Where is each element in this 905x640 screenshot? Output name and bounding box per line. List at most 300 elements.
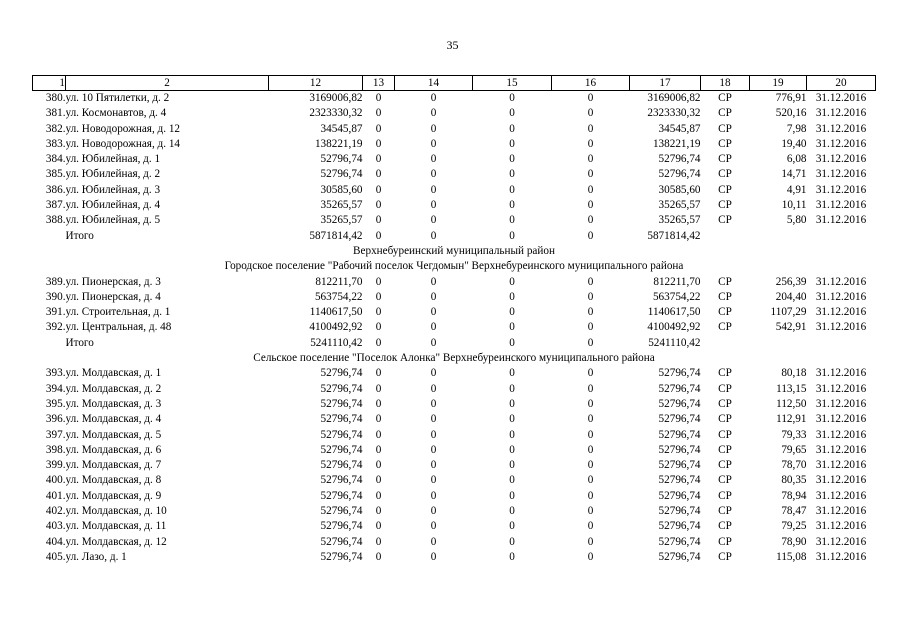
- col-12-value: 52796,74: [320, 443, 363, 456]
- row-number: 391.: [45, 306, 66, 319]
- col-20-date: 31.12.2016: [815, 505, 867, 518]
- col-15-value: 0: [509, 214, 515, 227]
- col-15-value: 0: [509, 183, 515, 196]
- table-row: [33, 91, 876, 107]
- col-19-value: 115,08: [776, 550, 807, 563]
- col-13-value: 0: [375, 290, 382, 303]
- section-header-row: [33, 259, 876, 274]
- col-20-date: 31.12.2016: [815, 153, 867, 166]
- row-number: 402.: [45, 505, 66, 518]
- col-20-date: 31.12.2016: [815, 397, 867, 410]
- col-13-value: 0: [375, 382, 382, 395]
- row-number: 380.: [45, 92, 66, 104]
- row-number: 399.: [45, 459, 66, 472]
- col-12-value: 52796,74: [320, 550, 363, 563]
- col-14-value: 0: [430, 275, 437, 288]
- table-row: [33, 305, 876, 320]
- col-18-code: СР: [718, 382, 732, 395]
- col-16-value: 0: [587, 550, 594, 563]
- col-13-value: 0: [375, 168, 382, 181]
- table-row: [33, 213, 876, 228]
- table-row: [33, 443, 876, 458]
- column-header-14: 14: [395, 76, 473, 91]
- col-14-value: 0: [430, 92, 437, 104]
- col-19-value: 78,90: [781, 535, 807, 548]
- row-number: 387.: [45, 199, 66, 212]
- column-header-18: 18: [701, 76, 750, 91]
- col-17-value: 52796,74: [658, 474, 701, 487]
- address: ул. Юбилейная, д. 4: [65, 199, 161, 212]
- address: ул. Молдавская, д. 9: [65, 489, 162, 502]
- col-16-value: 0: [587, 306, 594, 319]
- col-20-date: 31.12.2016: [815, 321, 867, 334]
- column-header-2: 2: [66, 76, 269, 91]
- col-16-value: 0: [587, 290, 594, 303]
- col-18-code: СР: [718, 137, 732, 150]
- col-16-value: 0: [587, 122, 594, 135]
- col-16-value: 0: [587, 489, 594, 502]
- row-number: 400.: [45, 474, 66, 487]
- col-19-value: 78,94: [781, 489, 807, 502]
- col-17-value: 3169006,82: [647, 92, 701, 104]
- col-14-value: 0: [430, 183, 437, 196]
- table-body: [33, 76, 876, 566]
- col-15-value: 0: [509, 275, 515, 288]
- col-19-value: 78,70: [781, 459, 807, 472]
- table-row: [33, 504, 876, 519]
- col-14-value: 0: [430, 489, 437, 502]
- col-17-value: 52796,74: [658, 443, 701, 456]
- col-17-value: 2323330,32: [647, 107, 701, 120]
- address: ул. Космонавтов, д. 4: [65, 107, 167, 120]
- col-19-value: 112,50: [776, 397, 807, 410]
- row-number: 404.: [45, 535, 66, 548]
- col-14-value: 0: [430, 290, 437, 303]
- col-20-date: 31.12.2016: [815, 275, 867, 288]
- col-20-date: 31.12.2016: [815, 520, 867, 533]
- col-12-value: 52796,74: [320, 168, 363, 181]
- col-15-value: 0: [509, 413, 515, 426]
- col-18-code: СР: [718, 306, 732, 319]
- col-18-code: СР: [718, 474, 732, 487]
- col-18-code: СР: [718, 535, 732, 548]
- col-12-value: 812211,70: [315, 275, 363, 288]
- col-15-value: 0: [509, 535, 515, 548]
- col-12-value: 1140617,50: [309, 306, 363, 319]
- col-20-date: 31.12.2016: [815, 107, 867, 120]
- col-17-value: 52796,74: [658, 459, 701, 472]
- col-13-value: 0: [375, 443, 382, 456]
- col-16-value: 0: [587, 459, 594, 472]
- col-12-value: 35265,57: [320, 199, 363, 212]
- col-19-value: 79,65: [781, 443, 807, 456]
- table-row: [33, 397, 876, 412]
- col-16-value: 0: [587, 397, 594, 410]
- col-14-value: 0: [430, 199, 437, 212]
- col-18-code: СР: [718, 550, 732, 563]
- col-18-code: СР: [718, 489, 732, 502]
- col-15-value: 0: [509, 122, 515, 135]
- col-19-value: 520,16: [775, 107, 807, 120]
- col-20-date: 31.12.2016: [815, 290, 867, 303]
- col-17-value: 52796,74: [658, 397, 701, 410]
- col-16-value: 0: [587, 183, 594, 196]
- col-13-value: 0: [375, 214, 382, 227]
- col-16-value: 0: [587, 199, 594, 212]
- col-20-date: 31.12.2016: [815, 92, 867, 104]
- col-12-value: 52796,74: [320, 153, 363, 166]
- table-row: [33, 366, 876, 381]
- column-header-1: 1: [33, 76, 66, 91]
- col-13-value: 0: [375, 336, 382, 349]
- col-20-date: 31.12.2016: [815, 122, 867, 135]
- table-row: [33, 382, 876, 397]
- address: ул. Юбилейная, д. 5: [65, 214, 161, 227]
- address: ул. Молдавская, д. 10: [65, 505, 167, 518]
- col-20-date: 31.12.2016: [815, 214, 867, 227]
- col-18-code: СР: [718, 199, 732, 212]
- col-19-value: 256,39: [775, 275, 807, 288]
- section-header-row: [33, 244, 876, 259]
- col-14-value: 0: [430, 137, 437, 150]
- address: ул. Молдавская, д. 3: [65, 397, 162, 410]
- col-15-value: 0: [509, 306, 515, 319]
- row-number: 403.: [45, 520, 66, 533]
- section-header-row: [33, 351, 876, 366]
- col-17-value: 52796,74: [658, 168, 701, 181]
- col-18-code: СР: [718, 183, 732, 196]
- col-14-value: 0: [430, 413, 437, 426]
- col-18-code: СР: [718, 459, 732, 472]
- col-18-code: СР: [718, 214, 732, 227]
- col-12-value: 52796,74: [320, 397, 363, 410]
- col-16-value: 0: [587, 229, 594, 242]
- column-header-16: 16: [552, 76, 630, 91]
- col-17-value: 52796,74: [658, 520, 701, 533]
- col-12-value: 52796,74: [320, 367, 363, 380]
- col-12-value: 52796,74: [320, 474, 363, 487]
- row-number: 396.: [45, 413, 66, 426]
- col-20-date: 31.12.2016: [815, 367, 867, 380]
- row-number: 389.: [45, 275, 66, 288]
- table-row: [33, 489, 876, 504]
- col-14-value: 0: [430, 443, 437, 456]
- address: ул. Пионерская, д. 4: [65, 290, 161, 303]
- col-17-value: 52796,74: [658, 550, 701, 563]
- col-18-code: СР: [718, 321, 732, 334]
- col-19-value: 10,11: [781, 199, 807, 212]
- total-row: [33, 336, 876, 351]
- col-13-value: 0: [375, 107, 382, 120]
- col-15-value: 0: [509, 520, 515, 533]
- col-17-value: 52796,74: [658, 428, 701, 441]
- col-15-value: 0: [509, 489, 515, 502]
- col-14-value: 0: [430, 382, 437, 395]
- address: Итого: [65, 336, 94, 349]
- col-15-value: 0: [509, 199, 515, 212]
- col-17-value: 52796,74: [658, 153, 701, 166]
- col-18-code: СР: [718, 397, 732, 410]
- col-17-value: 35265,57: [658, 199, 701, 212]
- address: ул. Молдавская, д. 8: [65, 474, 162, 487]
- col-14-value: 0: [430, 397, 437, 410]
- col-12-value: 5871814,42: [309, 229, 363, 242]
- address: ул. 10 Пятилетки, д. 2: [65, 92, 170, 104]
- col-13-value: 0: [375, 306, 382, 319]
- col-15-value: 0: [509, 107, 515, 120]
- col-20-date: 31.12.2016: [815, 137, 867, 150]
- col-12-value: 4100492,92: [309, 321, 363, 334]
- table-row: [33, 428, 876, 443]
- col-17-value: 30585,60: [658, 183, 701, 196]
- table-row: [33, 137, 876, 152]
- col-20-date: 31.12.2016: [815, 474, 867, 487]
- col-17-value: 812211,70: [653, 275, 701, 288]
- col-18-code: СР: [718, 367, 732, 380]
- address: ул. Молдавская, д. 1: [65, 367, 162, 380]
- col-13-value: 0: [375, 183, 382, 196]
- col-20-date: 31.12.2016: [815, 443, 867, 456]
- table-row: [33, 275, 876, 290]
- section-title: Верхнебуреинский муниципальный район: [353, 244, 555, 257]
- address: ул. Центральная, д. 48: [65, 321, 172, 334]
- total-row: [33, 229, 876, 244]
- address: ул. Юбилейная, д. 2: [65, 168, 161, 181]
- address: ул. Молдавская, д. 5: [65, 428, 162, 441]
- row-number: [33, 336, 66, 351]
- col-12-value: 52796,74: [320, 520, 363, 533]
- col-17-value: 1140617,50: [647, 306, 701, 319]
- page-number: 35: [446, 38, 459, 52]
- col-19-value: [750, 336, 807, 351]
- col-16-value: 0: [587, 382, 594, 395]
- col-19-value: 4,91: [786, 183, 807, 196]
- column-header-17: 17: [630, 76, 701, 91]
- col-20-date: 31.12.2016: [815, 168, 867, 181]
- col-16-value: 0: [587, 107, 594, 120]
- col-19-value: 1107,29: [770, 306, 807, 319]
- col-14-value: 0: [430, 520, 437, 533]
- col-19-value: 7,98: [786, 122, 807, 135]
- col-15-value: 0: [509, 474, 515, 487]
- col-20-date: [807, 336, 876, 351]
- address: ул. Новодорожная, д. 12: [65, 122, 181, 135]
- col-19-value: 79,25: [781, 520, 807, 533]
- col-16-value: 0: [587, 474, 594, 487]
- table-row: [33, 106, 876, 121]
- row-number: 386.: [45, 183, 66, 196]
- col-17-value: 52796,74: [658, 382, 701, 395]
- col-17-value: 52796,74: [658, 413, 701, 426]
- col-16-value: 0: [587, 321, 594, 334]
- col-12-value: 35265,57: [320, 214, 363, 227]
- table-row: [33, 473, 876, 488]
- col-20-date: 31.12.2016: [815, 183, 867, 196]
- table-row: [33, 535, 876, 550]
- col-17-value: 52796,74: [658, 535, 701, 548]
- address: ул. Юбилейная, д. 1: [65, 153, 161, 166]
- col-12-value: 34545,87: [320, 122, 363, 135]
- col-13-value: 0: [375, 535, 382, 548]
- col-19-value: 112,91: [776, 413, 807, 426]
- col-14-value: 0: [430, 153, 437, 166]
- register-table: [32, 75, 876, 565]
- col-19-value: 5,80: [786, 214, 807, 227]
- col-18-code: СР: [718, 505, 732, 518]
- col-14-value: 0: [430, 229, 437, 242]
- address: ул. Молдавская, д. 12: [65, 535, 167, 548]
- col-19-value: 6,08: [786, 153, 807, 166]
- col-20-date: 31.12.2016: [815, 382, 867, 395]
- col-19-value: 113,15: [776, 382, 807, 395]
- col-15-value: 0: [509, 229, 515, 242]
- col-13-value: 0: [375, 92, 382, 104]
- address: ул. Строительная, д. 1: [65, 306, 171, 319]
- col-12-value: 52796,74: [320, 489, 363, 502]
- column-header-20: 20: [807, 76, 876, 91]
- row-number: 382.: [45, 122, 66, 135]
- col-15-value: 0: [509, 505, 515, 518]
- col-13-value: 0: [375, 199, 382, 212]
- col-16-value: 0: [587, 428, 594, 441]
- col-14-value: 0: [430, 122, 437, 135]
- col-12-value: 2323330,32: [309, 107, 363, 120]
- col-16-value: 0: [587, 92, 594, 104]
- col-20-date: 31.12.2016: [815, 550, 867, 563]
- col-20-date: 31.12.2016: [815, 459, 867, 472]
- row-number: 384.: [45, 153, 66, 166]
- row-number: 401.: [45, 489, 66, 502]
- col-12-value: 52796,74: [320, 428, 363, 441]
- col-18-code: СР: [718, 290, 732, 303]
- col-16-value: 0: [587, 168, 594, 181]
- col-19-value: 80,35: [781, 474, 807, 487]
- col-18-code: СР: [718, 168, 732, 181]
- col-19-value: 776,91: [775, 92, 807, 104]
- col-18-code: СР: [718, 122, 732, 135]
- col-15-value: 0: [509, 137, 515, 150]
- col-12-value: 30585,60: [320, 183, 363, 196]
- address: ул. Молдавская, д. 2: [65, 382, 162, 395]
- table-row: [33, 412, 876, 427]
- col-15-value: 0: [509, 321, 515, 334]
- table-row: [33, 290, 876, 305]
- table-row: [33, 550, 876, 565]
- col-18-code: СР: [718, 92, 732, 104]
- row-number: 385.: [45, 168, 66, 181]
- col-14-value: 0: [430, 321, 437, 334]
- col-14-value: 0: [430, 214, 437, 227]
- col-14-value: 0: [430, 550, 437, 563]
- col-18-code: СР: [718, 443, 732, 456]
- col-13-value: 0: [375, 367, 382, 380]
- col-17-value: 138221,19: [652, 137, 701, 150]
- col-13-value: 0: [375, 505, 382, 518]
- row-number: 388.: [45, 214, 66, 227]
- col-14-value: 0: [430, 428, 437, 441]
- column-header-15: 15: [473, 76, 552, 91]
- col-16-value: 0: [587, 214, 594, 227]
- col-15-value: 0: [509, 153, 515, 166]
- table-row: [33, 152, 876, 167]
- row-number: 383.: [45, 137, 66, 150]
- col-20-date: 31.12.2016: [815, 489, 867, 502]
- col-12-value: 5241110,42: [310, 336, 363, 349]
- col-14-value: 0: [430, 367, 437, 380]
- col-13-value: 0: [375, 489, 382, 502]
- col-14-value: 0: [430, 306, 437, 319]
- address: Итого: [65, 229, 94, 242]
- col-17-value: 34545,87: [658, 122, 701, 135]
- col-14-value: 0: [430, 336, 437, 349]
- row-number: 381.: [45, 107, 66, 120]
- col-15-value: 0: [509, 92, 515, 104]
- col-17-value: 5871814,42: [647, 229, 701, 242]
- address: ул. Молдавская, д. 7: [65, 459, 162, 472]
- address: ул. Юбилейная, д. 3: [65, 183, 161, 196]
- col-19-value: 542,91: [775, 321, 807, 334]
- col-15-value: 0: [509, 168, 515, 181]
- col-19-value: 19,40: [781, 137, 807, 150]
- col-18-code: СР: [718, 413, 732, 426]
- column-header-13: 13: [363, 76, 395, 91]
- col-12-value: 3169006,82: [309, 92, 363, 104]
- column-header-12: 12: [269, 76, 363, 91]
- col-13-value: 0: [375, 137, 382, 150]
- row-number: 390.: [45, 290, 66, 303]
- col-17-value: 52796,74: [658, 505, 701, 518]
- address: ул. Молдавская, д. 11: [65, 520, 167, 533]
- col-13-value: 0: [375, 229, 382, 242]
- table-row: [33, 320, 876, 335]
- col-15-value: 0: [509, 382, 515, 395]
- row-number: 392.: [45, 321, 66, 334]
- col-20-date: 31.12.2016: [815, 199, 867, 212]
- section-title: Городское поселение "Рабочий поселок Чегдомын" Верхнебуреинского муниципального района: [224, 260, 684, 273]
- col-20-date: [807, 229, 876, 244]
- col-14-value: 0: [430, 168, 437, 181]
- table-row: [33, 198, 876, 213]
- col-20-date: 31.12.2016: [815, 413, 867, 426]
- table-row: [33, 183, 876, 198]
- col-14-value: 0: [430, 535, 437, 548]
- col-13-value: 0: [375, 474, 382, 487]
- col-15-value: 0: [509, 336, 515, 349]
- row-number: [33, 229, 66, 244]
- col-17-value: 5241110,42: [648, 336, 701, 349]
- table-row: [33, 167, 876, 182]
- table-row: [33, 458, 876, 473]
- col-16-value: 0: [587, 275, 594, 288]
- col-16-value: 0: [587, 413, 594, 426]
- col-20-date: 31.12.2016: [815, 306, 867, 319]
- col-16-value: 0: [587, 367, 594, 380]
- col-15-value: 0: [509, 290, 515, 303]
- col-12-value: 563754,22: [314, 290, 363, 303]
- col-12-value: 52796,74: [320, 382, 363, 395]
- col-16-value: 0: [587, 505, 594, 518]
- col-18-code: СР: [718, 107, 732, 120]
- col-13-value: 0: [375, 275, 382, 288]
- row-number: 398.: [45, 443, 66, 456]
- col-18-code: [701, 229, 750, 244]
- col-18-code: СР: [718, 275, 732, 288]
- col-20-date: 31.12.2016: [815, 428, 867, 441]
- col-16-value: 0: [587, 336, 594, 349]
- col-17-value: 52796,74: [658, 367, 701, 380]
- col-12-value: 138221,19: [314, 137, 363, 150]
- col-15-value: 0: [509, 428, 515, 441]
